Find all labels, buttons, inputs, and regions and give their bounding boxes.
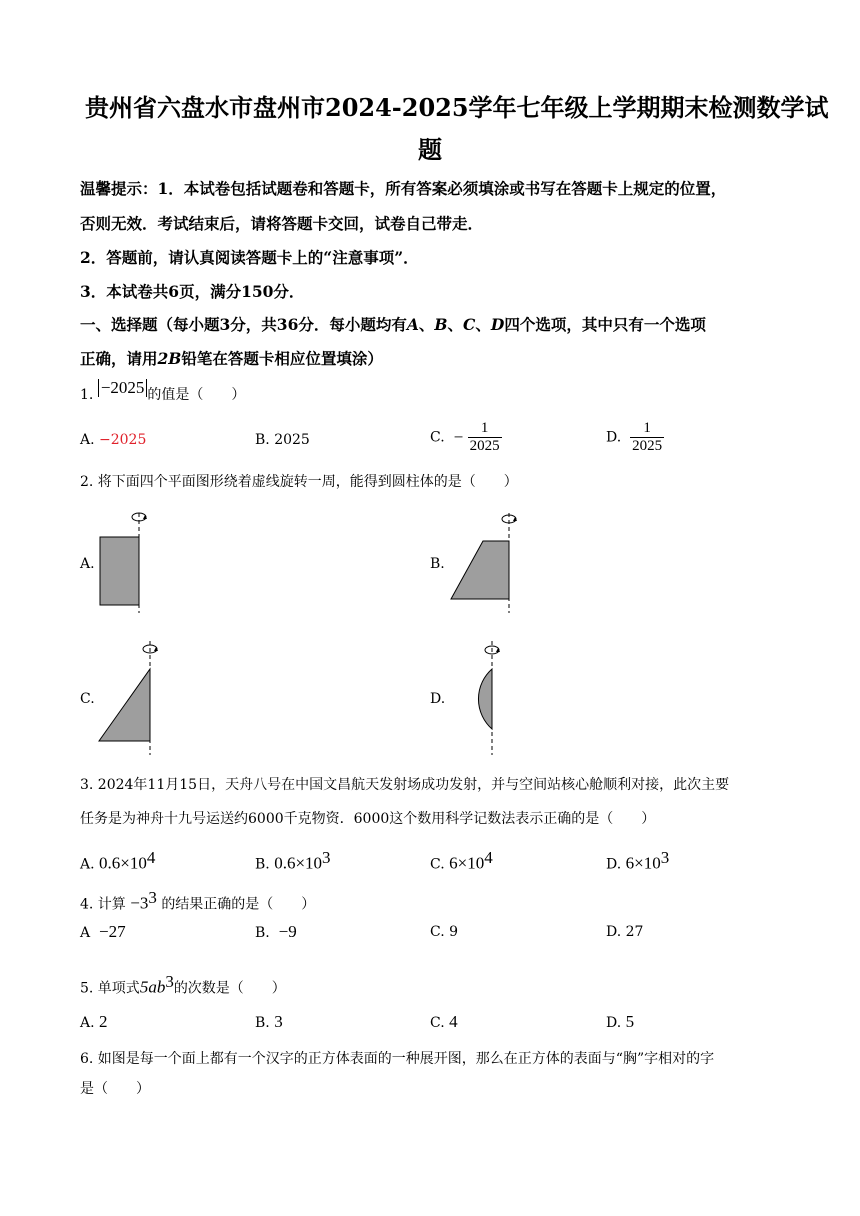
section-heading: 一、选择题（每小题3分，共36分．每小题均有A、B、C、D四个选项，其中只有一个选项: [80, 315, 706, 334]
figure-c-triangle: [95, 633, 165, 758]
q1-option-b[interactable]: B. 2025: [255, 432, 310, 448]
q5-option-c[interactable]: C. 4: [430, 1012, 458, 1031]
question-6-line-1: 6. 如图是每一个面上都有一个汉字的正方体表面的一种展开图，那么在正方体的表面与“胸”字相对的字: [80, 1051, 715, 1067]
section-heading-cont: 正确，请用2B铅笔在答题卡相应位置填涂）: [80, 349, 383, 368]
q2-option-c-label[interactable]: C.: [80, 691, 95, 707]
q3-option-a[interactable]: A. $0.6\times 10^4$: [80, 848, 156, 873]
question-4: 4. 计算 $-3^3$ 的结果正确的是（ ）: [80, 888, 316, 913]
q4-option-b[interactable]: B. −9: [255, 922, 297, 941]
notice-line-4: 3．本试卷共6页，满分150分．: [80, 282, 305, 301]
notice-line-1: 温馨提示：1．本试卷包括试题卷和答题卡，所有答案必须填涂或书写在答题卡上规定的位置，: [80, 179, 727, 198]
page-title-continued: 题: [418, 135, 442, 164]
q3-option-b[interactable]: B. $0.6\times 10^3$: [255, 848, 331, 873]
question-6-line-2: 是（ ）: [80, 1081, 150, 1097]
figure-d-semicircle: [445, 633, 515, 758]
q4-option-d[interactable]: D. 27: [606, 924, 644, 940]
q1-option-a[interactable]: A. −2025: [80, 432, 147, 448]
question-5: 5. 单项式$5ab^3$的次数是（ ）: [80, 972, 286, 997]
notice-line-3: 2．答题前，请认真阅读答题卡上的“注意事项”．: [80, 248, 419, 267]
abs-value-expr: −2025: [98, 379, 148, 397]
q3-option-c[interactable]: C. $6\times 10^4$: [430, 848, 493, 873]
question-3-line-1: 3. 2024年11月15日，天舟八号在中国文昌航天发射场成功发射，并与空间站核心舱顺利对接，此次主要: [80, 777, 730, 793]
page-title: 贵州省六盘水市盘州市2024-2025学年七年级上学期期末检测数学试: [85, 93, 829, 122]
q5-option-d[interactable]: D. 5: [606, 1012, 635, 1031]
q1-option-d[interactable]: D. $\frac{1}{2025}$: [606, 420, 663, 454]
figure-a-rectangle: [95, 505, 155, 615]
q2-option-b-label[interactable]: B.: [430, 556, 445, 572]
q2-option-a-label[interactable]: A.: [80, 556, 95, 572]
q1-option-c[interactable]: C. − $\frac{1}{2025}$: [430, 420, 500, 454]
q4-option-c[interactable]: C. 9: [430, 924, 459, 940]
q5-option-a[interactable]: A. 2: [80, 1012, 108, 1031]
question-3-line-2: 任务是为神舟十九号运送约6000千克物资．6000这个数用科学记数法表示正确的是（ ）: [80, 811, 656, 827]
q3-option-d[interactable]: D. $6\times 10^3$: [606, 848, 670, 873]
figure-b-trapezoid: [445, 505, 525, 615]
q2-option-d-label[interactable]: D.: [430, 691, 446, 707]
q4-option-a[interactable]: A −27: [80, 922, 126, 941]
notice-line-2: 否则无效．考试结束后，请将答题卡交回，试卷自己带走．: [80, 214, 484, 233]
question-1: 1. −2025 的值是（ ）: [80, 378, 246, 403]
question-2: 2. 将下面四个平面图形绕着虚线旋转一周，能得到圆柱体的是（ ）: [80, 474, 518, 490]
q5-option-b[interactable]: B. 3: [255, 1012, 283, 1031]
